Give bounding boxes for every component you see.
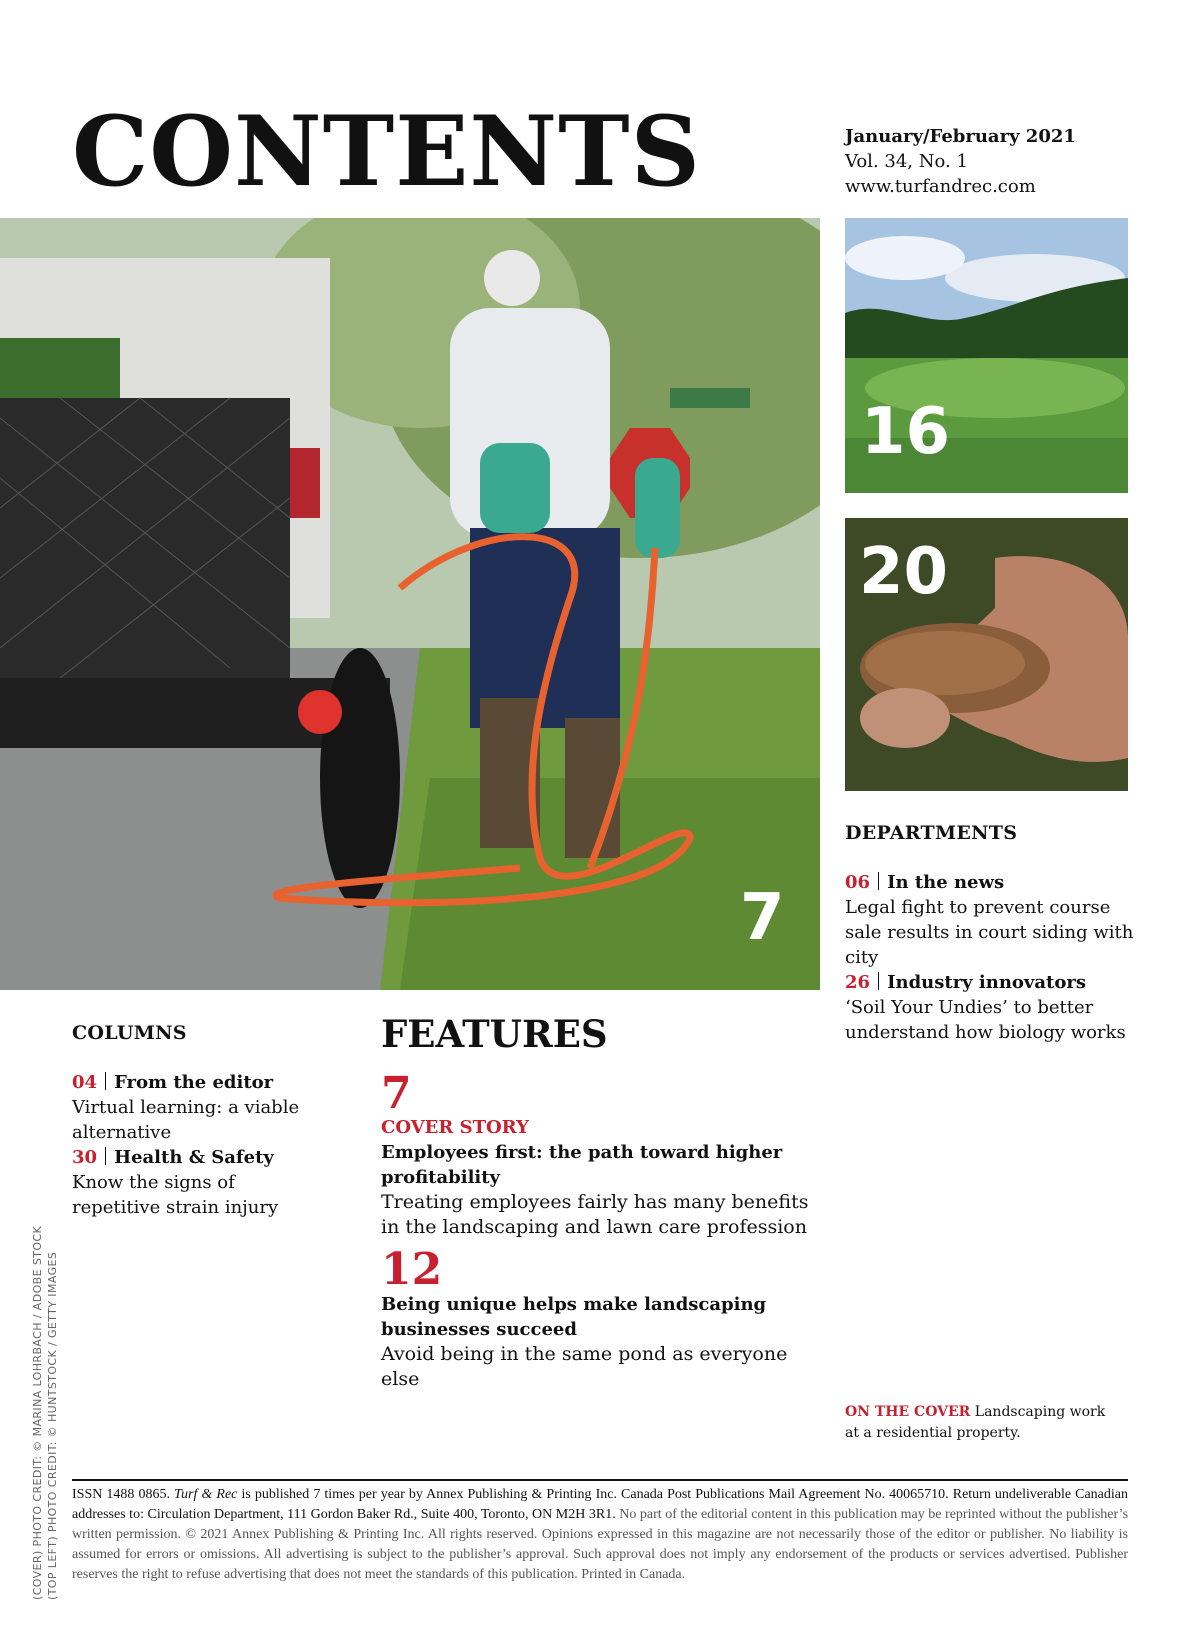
on-the-cover-note bbox=[845, 1402, 1115, 1444]
legal-notice bbox=[72, 1485, 1128, 1585]
page-number: 26 bbox=[845, 972, 871, 993]
volume-number: Vol. 34, No. 1 bbox=[845, 151, 968, 172]
divider bbox=[878, 872, 879, 890]
feature-title: Employees first: the path toward higher profitability bbox=[381, 1142, 783, 1188]
department-title: In the news bbox=[887, 872, 1005, 893]
soil-photo-page-number: 20 bbox=[859, 535, 949, 609]
soil-in-hand-photo bbox=[845, 518, 1128, 791]
golf-photo-page-number: 16 bbox=[861, 395, 951, 469]
feature-page-number: 12 bbox=[381, 1244, 443, 1295]
page-title: CONTENTS bbox=[72, 95, 701, 208]
lawn-care-worker-illustration bbox=[0, 218, 820, 990]
publication-name: Turf & Rec bbox=[174, 1487, 238, 1502]
list-item[interactable] bbox=[845, 870, 1135, 970]
divider bbox=[105, 1072, 106, 1090]
cover-photo-page-number: 7 bbox=[740, 881, 785, 955]
column-description: Know the signs of repetitive strain injury bbox=[72, 1172, 279, 1218]
column-description: Virtual learning: a viable alternative bbox=[72, 1097, 300, 1143]
publication-info: is published 7 times per year by Annex Publishing & Printing Inc. Canada Post Publications Mail Agreement No. 40065710. Return undeliverable Canadian addresses to: Circulation Department, 111 Gordon Baker Rd., Suite 400, Toronto, ON M2H 3R1. bbox=[72, 1487, 1128, 1522]
department-description: ‘Soil Your Undies’ to better understand how biology works bbox=[845, 997, 1126, 1043]
cover-photo-credit: (COVER) PHOTO CREDIT: © MARINA LOHRBACH / ADOBE STOCK bbox=[31, 1225, 44, 1600]
page-number: 04 bbox=[72, 1072, 98, 1093]
column-title: From the editor bbox=[114, 1072, 274, 1093]
feature-item[interactable] bbox=[381, 1068, 821, 1240]
departments-list bbox=[845, 870, 1135, 1045]
columns-heading: COLUMNS bbox=[72, 1022, 187, 1044]
page-number: 30 bbox=[72, 1147, 98, 1168]
divider bbox=[878, 972, 879, 990]
issn: ISSN 1488 0865. bbox=[72, 1487, 170, 1502]
feature-page-number: 7 bbox=[381, 1068, 412, 1119]
golf-course-photo bbox=[845, 218, 1128, 493]
on-the-cover-label: ON THE COVER bbox=[845, 1404, 971, 1420]
feature-item[interactable] bbox=[381, 1244, 821, 1392]
list-item[interactable] bbox=[72, 1070, 312, 1145]
issue-date: January/February 2021 bbox=[845, 126, 1076, 147]
issue-info bbox=[845, 124, 1076, 199]
cover-story-photo bbox=[0, 218, 820, 990]
photo-credits bbox=[30, 1225, 59, 1601]
on-the-cover-text: Landscaping work at a residential property. bbox=[845, 1404, 1106, 1441]
divider bbox=[105, 1147, 106, 1165]
list-item[interactable] bbox=[72, 1145, 312, 1220]
website-link[interactable]: www.turfandrec.com bbox=[845, 176, 1036, 197]
features-list bbox=[381, 1068, 821, 1392]
page-number: 06 bbox=[845, 872, 871, 893]
feature-description: Treating employees fairly has many benefits in the landscaping and lawn care profession bbox=[381, 1191, 809, 1238]
list-item[interactable] bbox=[845, 970, 1135, 1045]
feature-description: Avoid being in the same pond as everyone else bbox=[381, 1343, 788, 1390]
copyright-disclaimer: No part of the editorial content in this publication may be reprinted without the publisher’s written permission. © 2021 Annex Publishing & Printing Inc. All rights reserved. Opinions expressed in this magazine are not necessarily those of the editor or publisher. No liability is assumed for errors or omissions. All advertising is subject to the publisher’s approval. Such approval does not imply any endorsement of the products or services advertised. Publisher reserves the right to refuse advertising that does not meet the standards of this publication. Printed in Canada. bbox=[72, 1507, 1129, 1582]
columns-list bbox=[72, 1070, 312, 1220]
departments-heading: DEPARTMENTS bbox=[845, 822, 1018, 844]
cover-story-kicker: COVER STORY bbox=[381, 1117, 529, 1138]
department-title: Industry innovators bbox=[887, 972, 1086, 993]
top-left-photo-credit: (TOP LEFT) PHOTO CREDIT: © HUNTSTOCK / GETTY IMAGES bbox=[46, 1251, 59, 1600]
department-description: Legal fight to prevent course sale results in court siding with city bbox=[845, 897, 1134, 968]
footer-divider bbox=[72, 1479, 1128, 1481]
column-title: Health & Safety bbox=[114, 1147, 274, 1168]
features-heading: FEATURES bbox=[381, 1012, 608, 1056]
feature-title: Being unique helps make landscaping businesses succeed bbox=[381, 1294, 767, 1340]
